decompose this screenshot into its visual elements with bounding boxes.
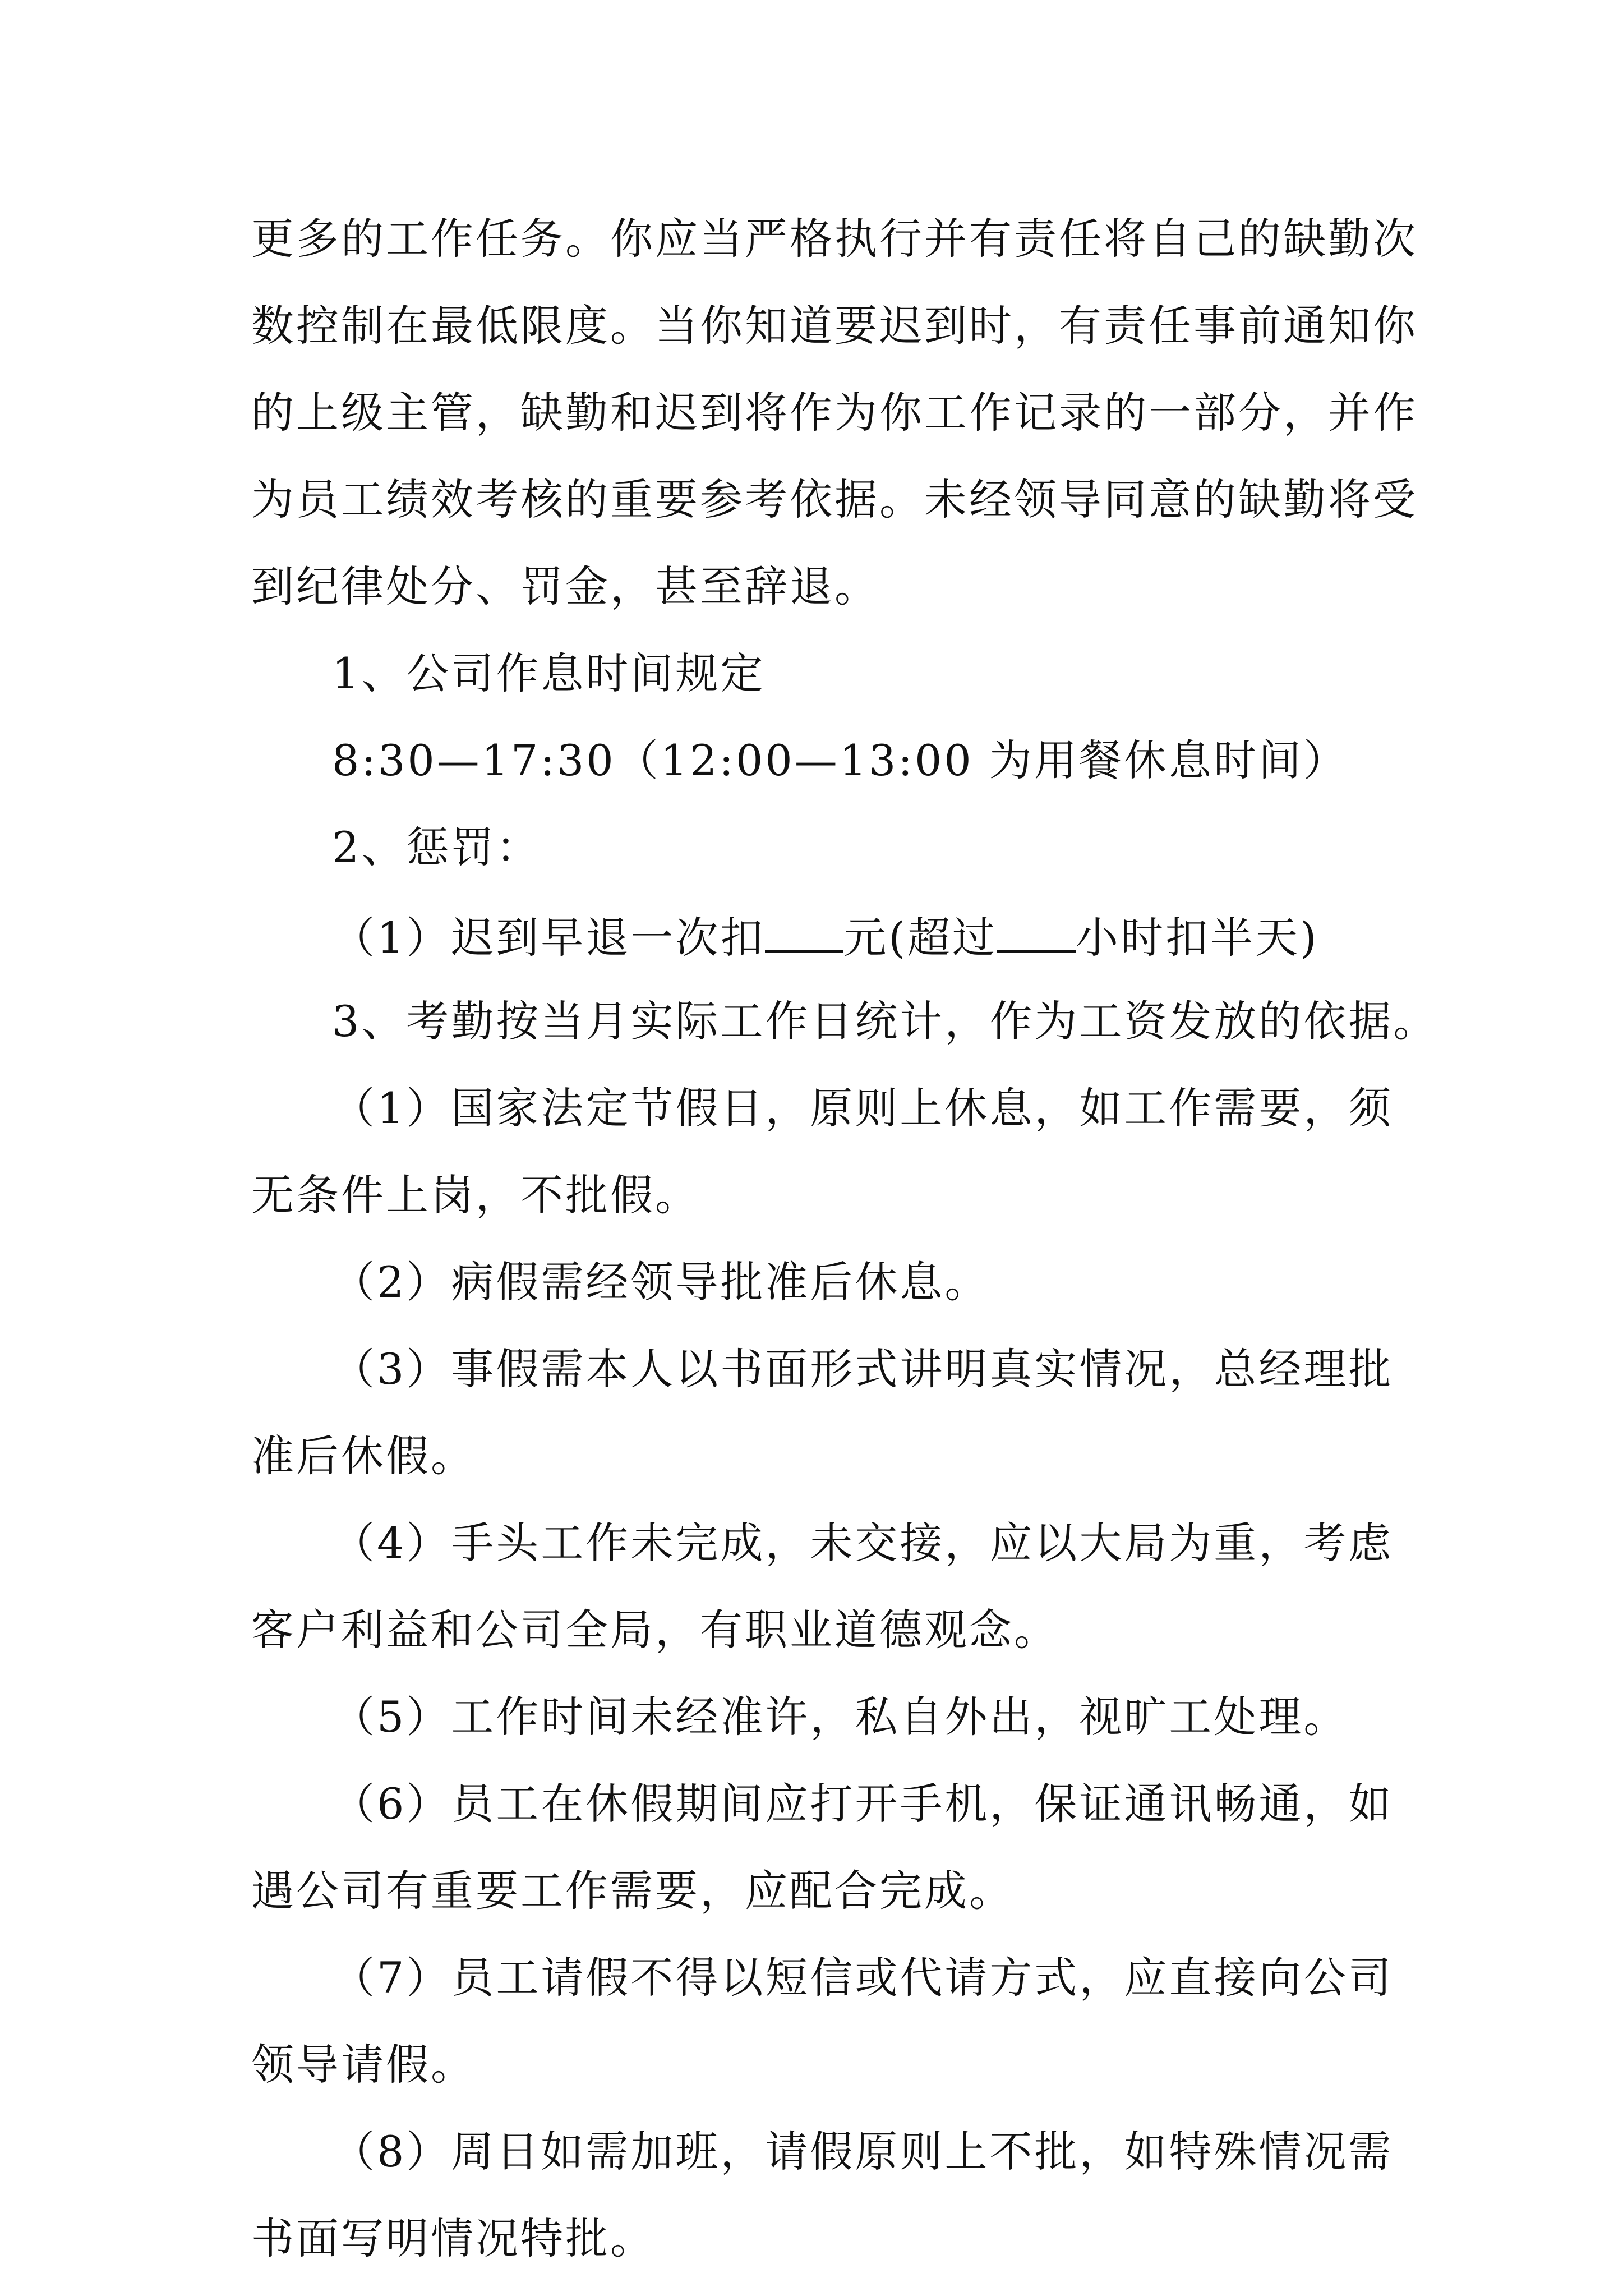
rule-8-line-2: 书面写明情况特批。 [251, 2214, 655, 2263]
section1-hours: 8:30—17:30（12:00—13:00 为用餐休息时间） [332, 735, 1348, 785]
penalty-text-1: （1）迟到早退一次扣 [332, 913, 766, 963]
rule-1-line-2: 无条件上岗，不批假。 [251, 1170, 700, 1220]
rule-7-line-1: （7）员工请假不得以短信或代请方式，应直接向公司 [332, 1953, 1394, 2003]
rule-2-line-1: （2）病假需经领导批准后休息。 [332, 1257, 990, 1307]
intro-line-3: 的上级主管，缺勤和迟到将作为你工作记录的一部分，并作 [251, 388, 1418, 438]
penalty-text-3: 小时扣半天) [1076, 913, 1319, 963]
section1-heading: 1、公司作息时间规定 [332, 648, 766, 698]
rule-7-line-2: 领导请假。 [251, 2040, 476, 2090]
rule-4-line-2: 客户利益和公司全局，有职业道德观念。 [251, 1605, 1059, 1655]
intro-line-2: 数控制在最低限度。当你知道要迟到时，有责任事前通知你 [251, 301, 1418, 351]
rule-6-line-2: 遇公司有重要工作需要，应配合完成。 [251, 1866, 1014, 1916]
penalty-line [332, 908, 1319, 965]
section2-heading: 2、惩罚： [332, 822, 541, 872]
rule-6-line-1: （6）员工在休假期间应打开手机，保证通讯畅通，如 [332, 1779, 1394, 1829]
rule-5-line-1: （5）工作时间未经准许，私自外出，视旷工处理。 [332, 1692, 1349, 1742]
penalty-amount-blank [765, 908, 843, 953]
rule-3-line-2: 准后休假。 [251, 1431, 476, 1481]
penalty-hours-blank [997, 908, 1076, 953]
penalty-text-2: 元(超过 [843, 913, 998, 963]
rule-1-line-1: （1）国家法定节假日，原则上休息，如工作需要，须 [332, 1083, 1394, 1133]
rule-4-line-1: （4）手头工作未完成，未交接，应以大局为重，考虑 [332, 1518, 1394, 1568]
rule-8-line-1: （8）周日如需加班，请假原则上不批，如特殊情况需 [332, 2127, 1394, 2177]
intro-line-1: 更多的工作任务。你应当严格执行并有责任将自己的缺勤次 [251, 214, 1418, 264]
section3-heading: 3、考勤按当月实际工作日统计，作为工资发放的依据。 [332, 996, 1438, 1046]
intro-line-5: 到纪律处分、罚金，甚至辞退。 [251, 562, 879, 611]
rule-3-line-1: （3）事假需本人以书面形式讲明真实情况，总经理批 [332, 1344, 1394, 1394]
intro-line-4: 为员工绩效考核的重要参考依据。未经领导同意的缺勤将受 [251, 475, 1418, 524]
